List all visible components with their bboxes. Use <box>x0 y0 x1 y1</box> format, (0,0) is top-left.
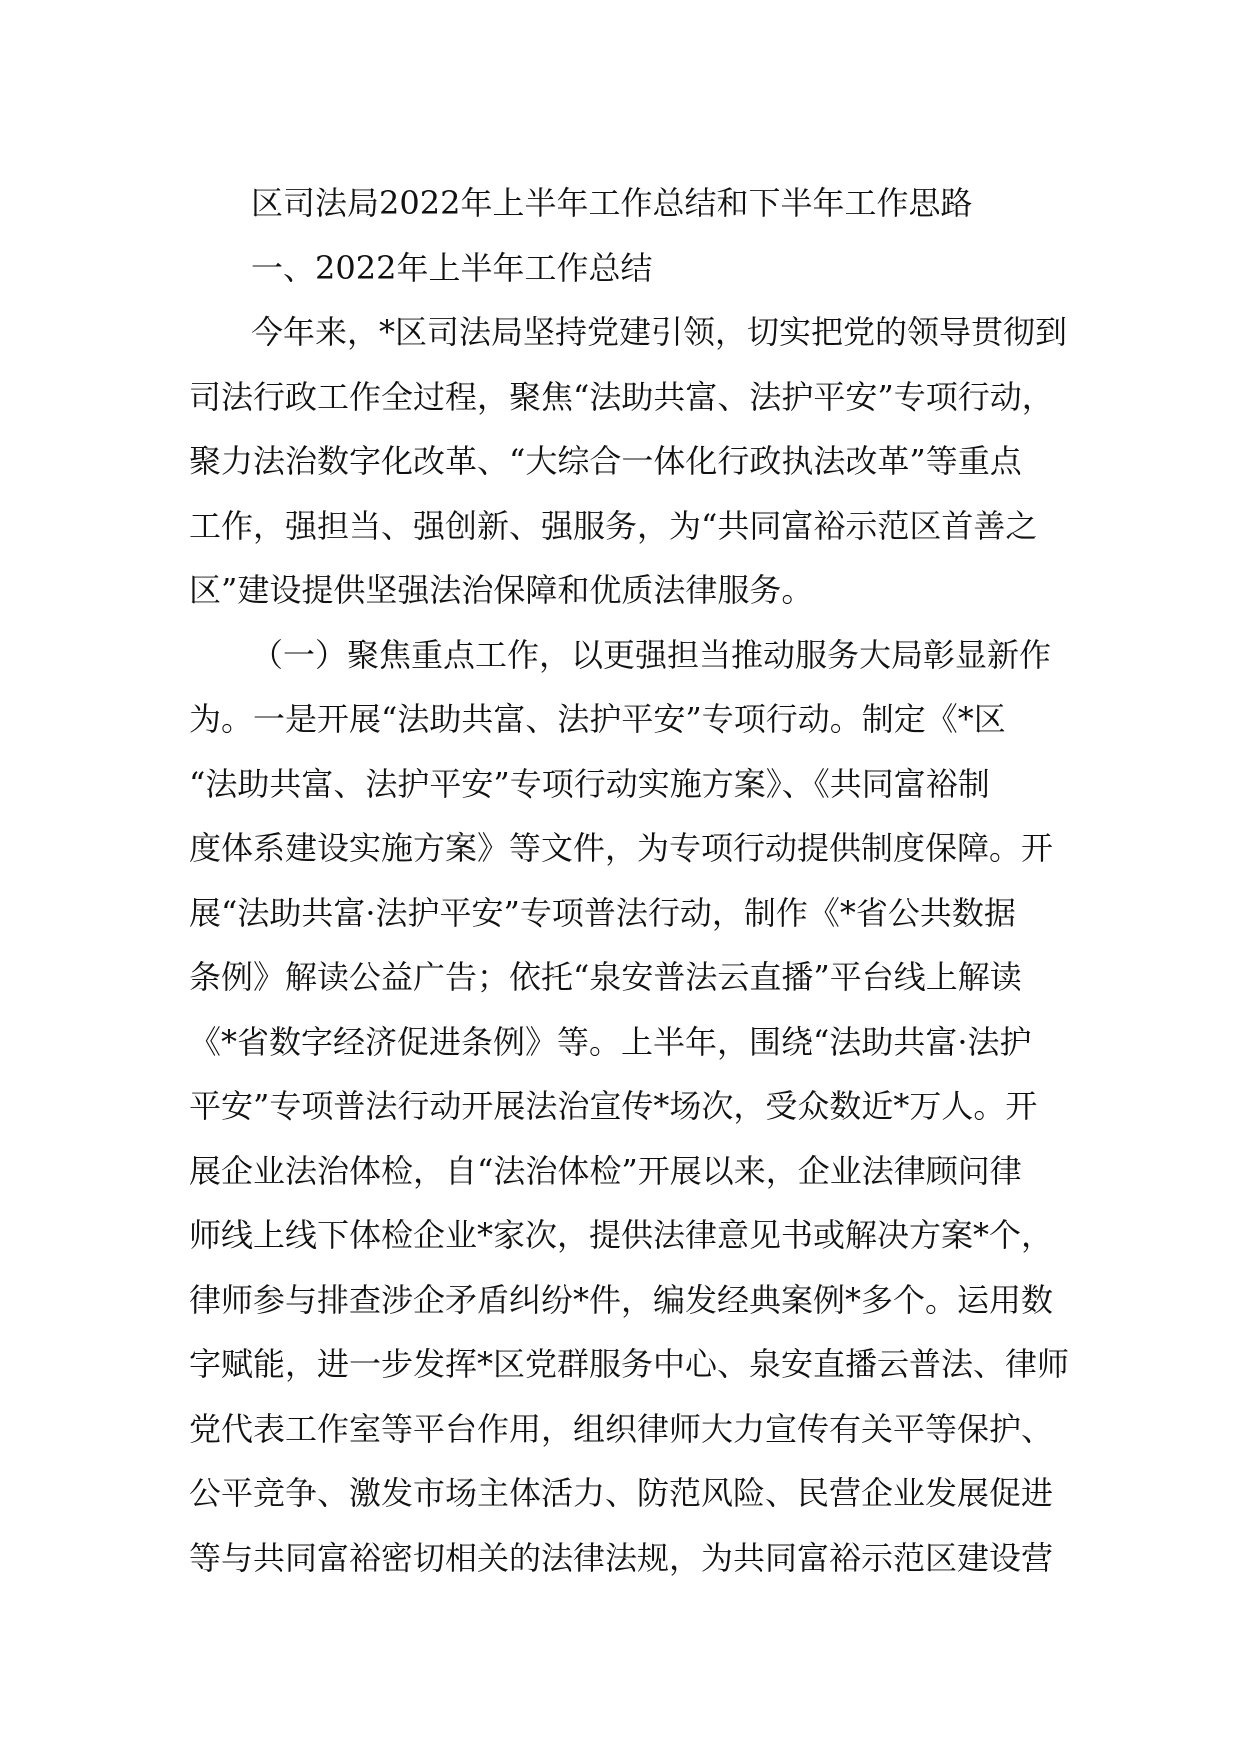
paragraph-line: 字赋能，进一步发挥*区党群服务中心、泉安直播云普法、律师 <box>189 1345 1070 1383</box>
paragraph-line: 聚力法治数字化改革、“大综合一体化行政执法改革”等重点 <box>189 442 1022 480</box>
paragraph-line: 展“法助共富·法护平安”专项普法行动，制作《*省公共数据 <box>189 893 1016 932</box>
paragraph-line: 为。一是开展“法助共富、法护平安”专项行动。制定《*区 <box>189 700 1006 738</box>
paragraph-1 <box>189 300 1069 623</box>
paragraph-line: 党代表工作室等平台作用，组织律师大力宣传有关平等保护、 <box>189 1409 1054 1448</box>
paragraph-line: 公平竞争、激发市场主体活力、防范风险、民营企业发展促进 <box>189 1474 1054 1512</box>
paragraph-line: 等与共同富裕密切相关的法律法规，为共同富裕示范区建设营 <box>189 1538 1054 1577</box>
paragraph-line: 区”建设提供坚强法治保障和优质法律服务。 <box>189 571 814 609</box>
document-title: 区司法局2022年上半年工作总结和下半年工作思路 <box>251 184 973 222</box>
paragraph-line: 展企业法治体检，自“法治体检”开展以来，企业法律顾问律 <box>189 1151 1022 1190</box>
paragraph-2 <box>189 623 1069 1591</box>
paragraph-line: 《*省数字经济促进条例》等。上半年，围绕“法助共富·法护 <box>189 1022 1032 1061</box>
document-content <box>189 171 1069 1590</box>
paragraph-line: 司法行政工作全过程，聚焦“法助共富、法护平安”专项行动， <box>189 377 1054 416</box>
paragraph-line: “法助共富、法护平安”专项行动实施方案》、《共同富裕制 <box>189 764 990 803</box>
paragraph-line: 度体系建设实施方案》等文件，为专项行动提供制度保障。开 <box>189 829 1054 867</box>
paragraph-line: 师线上线下体检企业*家次，提供法律意见书或解决方案*个， <box>189 1216 1054 1254</box>
paragraph-line: 工作，强担当、强创新、强服务，为“共同富裕示范区首善之 <box>189 506 1038 545</box>
paragraph-line: （一）聚焦重点工作，以更强担当推动服务大局彰显新作 <box>251 635 1052 674</box>
paragraph-line: 平安”专项普法行动开展法治宣传*场次，受众数近*万人。开 <box>189 1087 1038 1125</box>
section-heading-1: 一、2022年上半年工作总结 <box>251 248 653 287</box>
paragraph-line: 条例》解读公益广告；依托“泉安普法云直播”平台线上解读 <box>189 958 1022 996</box>
paragraph-line: 今年来，*区司法局坚持党建引领，切实把党的领导贯彻到 <box>251 313 1068 351</box>
paragraph-line: 律师参与排查涉企矛盾纠纷*件，编发经典案例*多个。运用数 <box>189 1280 1054 1319</box>
